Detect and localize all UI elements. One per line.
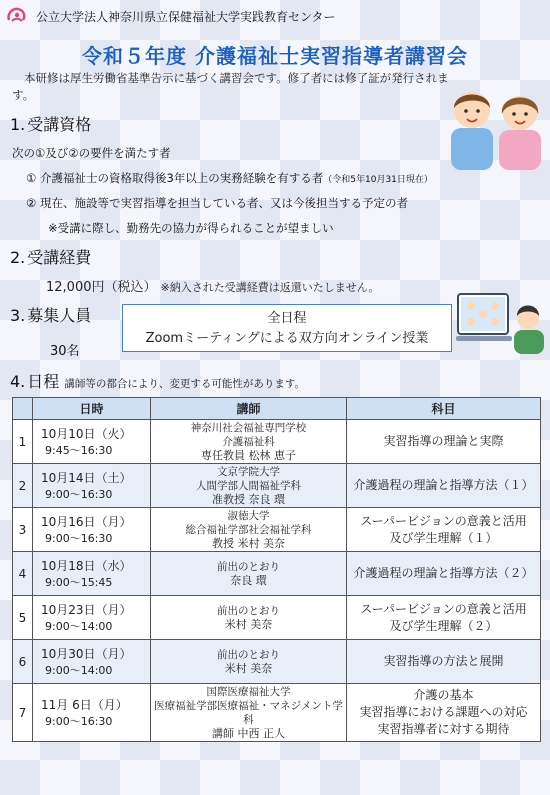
session-number: 2 <box>13 464 33 508</box>
table-header-row <box>13 398 541 420</box>
session-time: 9:00～16:30 <box>45 532 113 545</box>
session-datetime <box>33 464 151 508</box>
session-date: 10月23日（月） <box>41 603 132 617</box>
lecturer-line: 神奈川社会福祉専門学校 <box>190 421 307 434</box>
subject-line: スーパービジョンの意義と活用 <box>360 601 527 616</box>
table-row <box>13 596 541 640</box>
table-row <box>13 552 541 596</box>
session-subject <box>347 684 541 742</box>
session-lecturer <box>151 420 347 464</box>
lecturer-line: 前出のとおり <box>217 648 280 661</box>
requirement-1: ① 介護福祉士の資格取得後3年以上の実務経験を有する者（令和5年10月31日現在） <box>26 171 433 185</box>
organization-name: 公立大学法人神奈川県立保健福祉大学実践教育センター <box>36 9 336 24</box>
lecturer-line: 前出のとおり <box>217 560 280 573</box>
subject-line: 及び学生理解（１） <box>389 530 498 545</box>
lecturer-line: 総合福祉学部社会福祉学科 <box>185 523 312 536</box>
requirement-2: ② 現在、施設等で実習指導を担当している者、又は今後担当する予定の者 <box>26 196 408 210</box>
session-subject <box>347 420 541 464</box>
subject-line: 介護過程の理論と指導方法（１） <box>353 478 534 492</box>
section-heading-schedule: 4. 日程 講師等の都合により、変更する可能性があります。 <box>10 372 306 391</box>
subject-line: 実習指導の方法と展開 <box>383 654 504 668</box>
session-datetime <box>33 684 151 742</box>
session-date: 10月18日（水） <box>41 559 132 573</box>
requirement-note: ※受講に際し、勤務先の協力が得られることが望ましい <box>48 221 334 235</box>
lecturer-line: 准教授 奈良 環 <box>212 492 285 506</box>
lecturer-line: 介護福祉科 <box>222 435 275 448</box>
table-row <box>13 464 541 508</box>
session-date: 10月10日（火） <box>41 427 132 441</box>
lecturer-line: 講師 中西 正人 <box>212 726 285 740</box>
session-lecturer <box>151 552 347 596</box>
subject-line: 介護過程の理論と指導方法（２） <box>353 566 534 580</box>
session-number: 3 <box>13 508 33 552</box>
online-notice-box: 全日程 Zoomミーティングによる双方向オンライン授業 <box>122 304 452 352</box>
university-logo-icon <box>6 6 28 26</box>
session-number: 7 <box>13 684 33 742</box>
subject-line: 実習指導における課題への対応 <box>359 705 528 719</box>
table-row <box>13 640 541 684</box>
care-workers-illustration-icon <box>447 78 545 170</box>
lecturer-line: 人間学部人間福祉学科 <box>196 479 301 492</box>
subject-line: 実習指導者に対する期待 <box>377 722 510 736</box>
section-heading-capacity: 3. 募集人員 <box>10 306 92 325</box>
session-number: 6 <box>13 640 33 684</box>
session-number: 5 <box>13 596 33 640</box>
session-date: 10月14日（土） <box>41 471 132 485</box>
session-time: 9:00～16:30 <box>45 715 113 728</box>
lecturer-line: 奈良 環 <box>230 573 267 587</box>
session-number: 1 <box>13 420 33 464</box>
session-datetime <box>33 508 151 552</box>
subject-line: 及び学生理解（２） <box>389 618 498 633</box>
lecturer-line: 淑徳大学 <box>227 509 270 522</box>
session-datetime <box>33 552 151 596</box>
session-lecturer <box>151 508 347 552</box>
header <box>6 4 336 28</box>
header-subject: 科目 <box>347 398 541 420</box>
section-heading-fee: 2. 受講経費 <box>10 248 92 267</box>
intro-text: 本研修は厚生労働省基準告示に基づく講習会です。修了者には修了証が発行されます。 <box>12 71 449 102</box>
session-date: 10月30日（月） <box>41 647 132 661</box>
session-lecturer <box>151 464 347 508</box>
session-subject <box>347 596 541 640</box>
session-time: 9:00～15:45 <box>45 576 113 589</box>
session-number: 4 <box>13 552 33 596</box>
session-time: 9:45～16:30 <box>45 444 113 457</box>
video-conference-illustration-icon <box>456 290 546 356</box>
session-date: 11月 6日（月） <box>41 698 128 712</box>
lecturer-line: 教授 米村 美奈 <box>212 536 285 550</box>
lecturer-line: 米村 美奈 <box>224 617 273 631</box>
lecturer-line: 国際医療福祉大学 <box>206 685 291 698</box>
lecturer-line: 文京学院大学 <box>217 465 280 478</box>
session-subject <box>347 552 541 596</box>
session-lecturer <box>151 684 347 742</box>
subject-line: スーパービジョンの意義と活用 <box>360 513 527 528</box>
session-time: 9:00～16:30 <box>45 488 113 501</box>
section-heading-eligibility: 1. 受講資格 <box>10 115 92 134</box>
page-title: 令和５年度 介護福祉士実習指導者講習会 <box>82 44 468 68</box>
schedule-body <box>13 420 541 742</box>
session-subject <box>347 508 541 552</box>
lecturer-line: 専任教員 松林 恵子 <box>201 448 296 462</box>
session-subject <box>347 464 541 508</box>
capacity-value: 30名 <box>50 344 80 359</box>
session-subject <box>347 640 541 684</box>
lecturer-line: 前出のとおり <box>217 604 280 617</box>
lecturer-line: 米村 美奈 <box>224 661 273 675</box>
table-row <box>13 508 541 552</box>
session-time: 9:00～14:00 <box>45 620 113 633</box>
requirements-lead: 次の①及び②の要件を満たす者 <box>12 146 171 160</box>
fee-line: 12,000円（税込） ※納入された受講経費は返還いたしません。 <box>46 280 380 295</box>
subject-line: 実習指導の理論と実際 <box>383 434 504 448</box>
table-row <box>13 684 541 742</box>
header-no <box>13 398 33 420</box>
header-lecturer: 講師 <box>151 398 347 420</box>
subject-line: 介護の基本 <box>413 688 474 702</box>
session-lecturer <box>151 596 347 640</box>
session-datetime <box>33 640 151 684</box>
session-datetime <box>33 420 151 464</box>
session-datetime <box>33 596 151 640</box>
lecturer-line: 医療福祉学部医療福祉・マネジメント学科 <box>154 699 343 726</box>
session-lecturer <box>151 640 347 684</box>
schedule-table <box>12 397 541 742</box>
session-time: 9:00～14:00 <box>45 664 113 677</box>
header-date: 日時 <box>33 398 151 420</box>
session-date: 10月16日（月） <box>41 515 132 529</box>
table-row <box>13 420 541 464</box>
